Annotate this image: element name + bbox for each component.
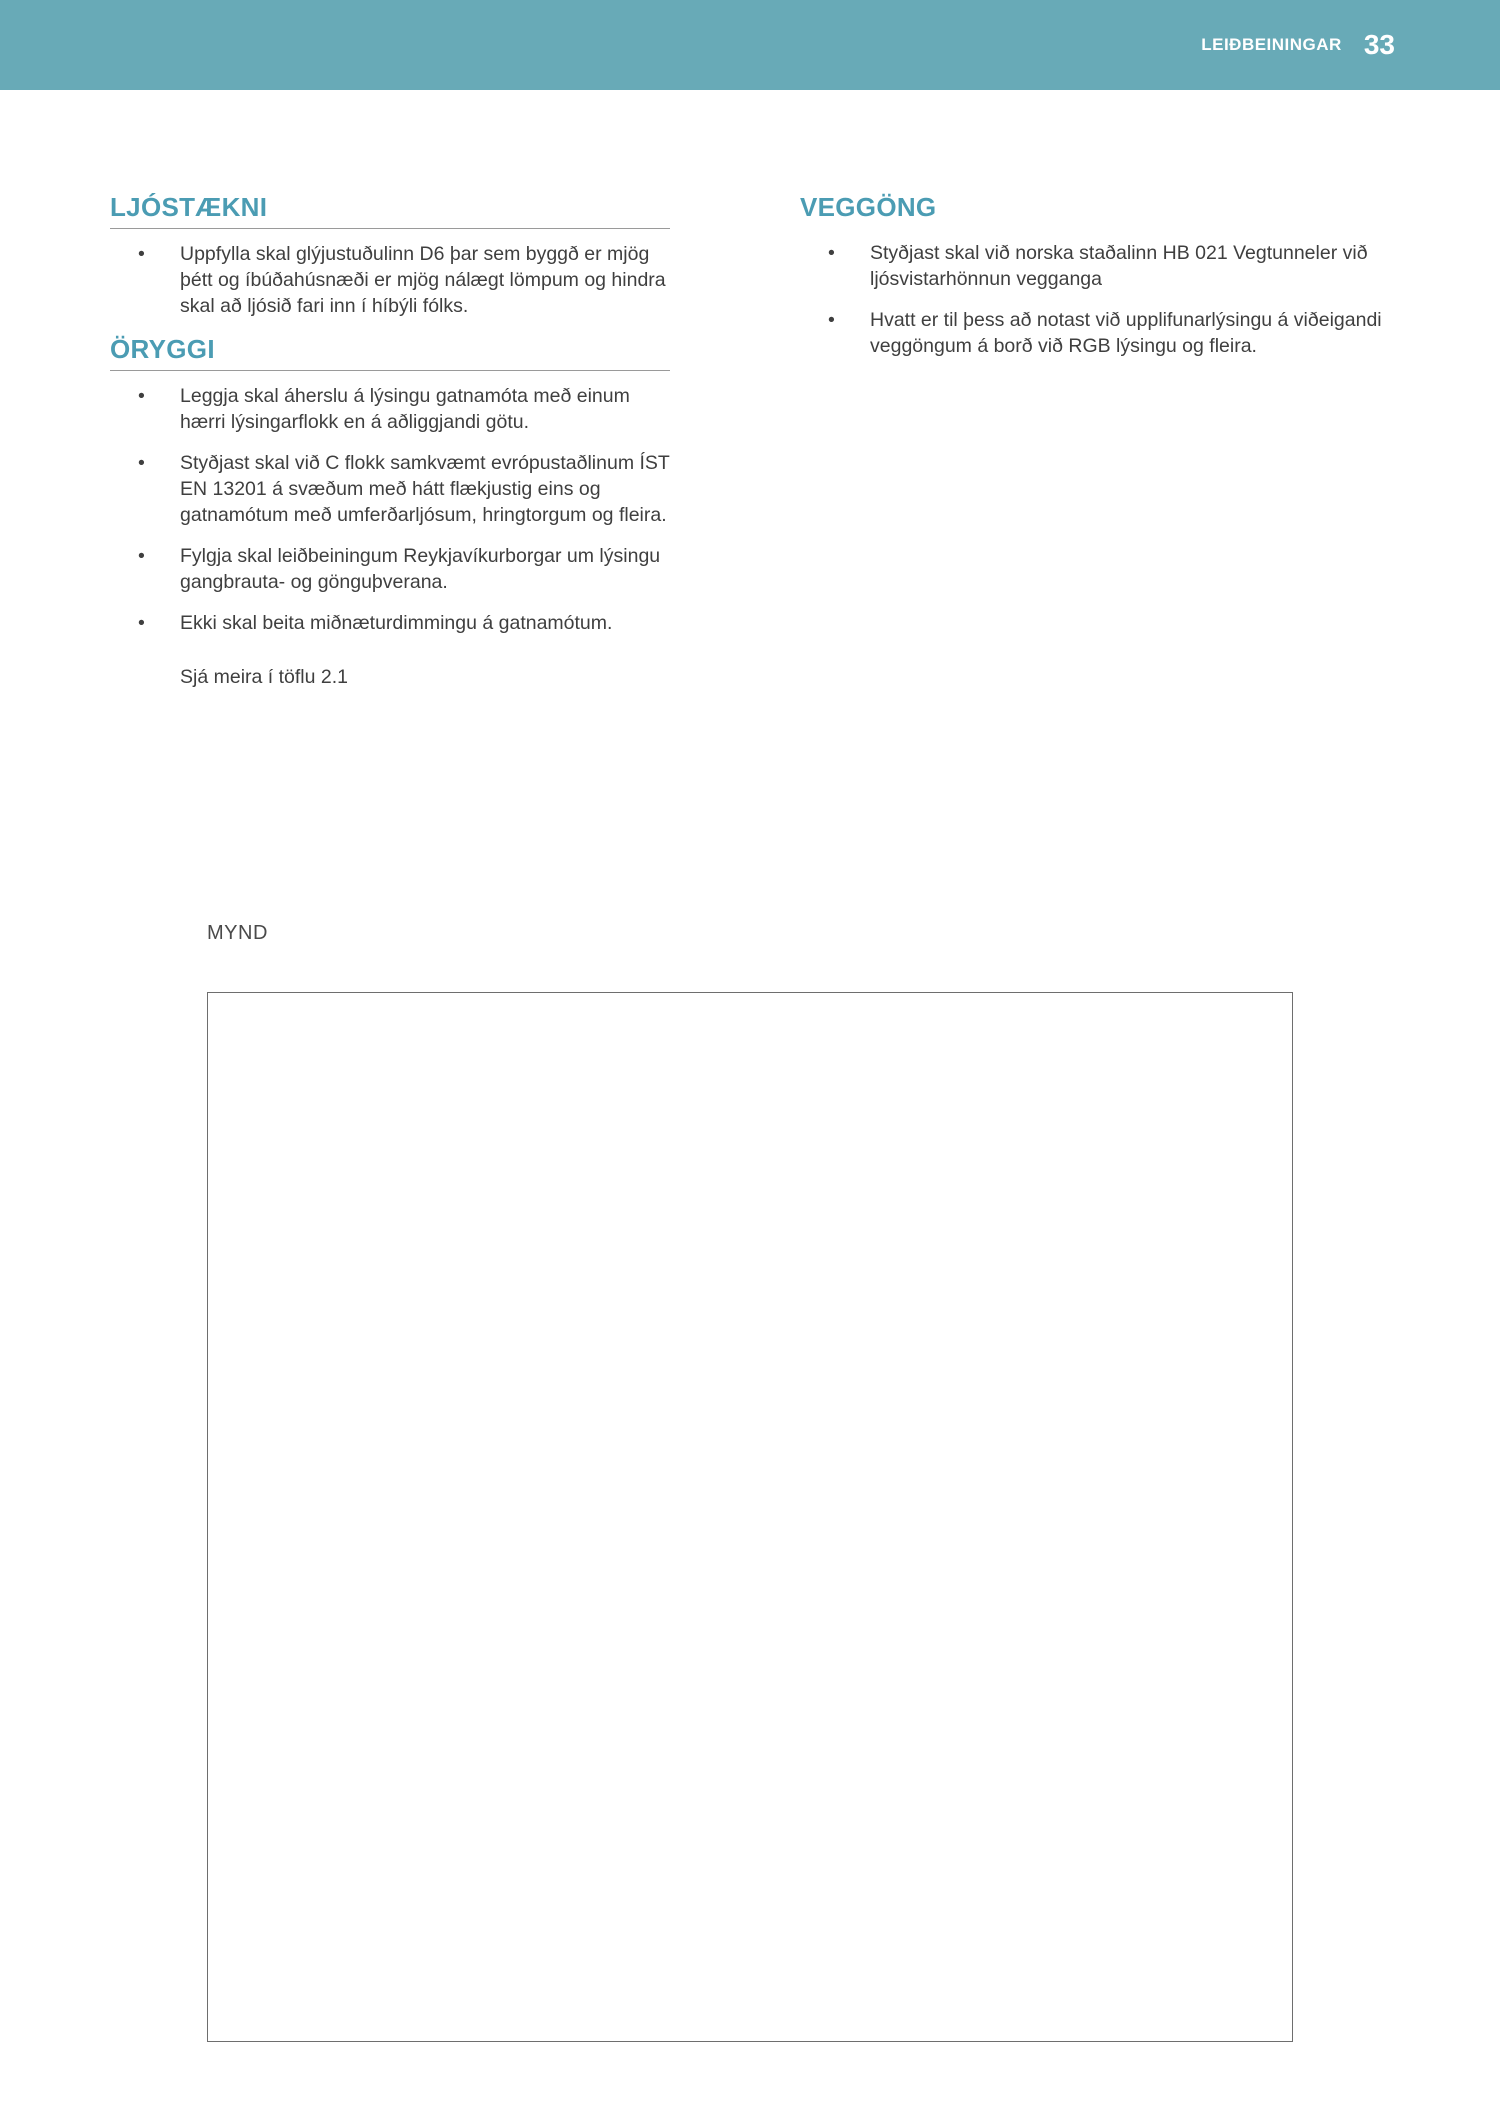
bullet-item	[800, 307, 1390, 359]
bullet-list	[110, 383, 670, 636]
figure-placeholder	[207, 992, 1293, 2042]
section-title-veggong: VEGGÖNG	[800, 192, 937, 222]
bullet-item	[800, 240, 1390, 292]
bullet-item	[110, 610, 670, 636]
section-oryggi	[110, 334, 670, 690]
section-title-ljostaekni: LJÓSTÆKNI	[110, 192, 670, 229]
figure-label: MYND	[207, 922, 268, 944]
bullet-text: Uppfylla skal glýjustuðulinn D6 þar sem byggð er mjög þétt og íbúðahúsnæði er mjög nálægt lömpum og hindra skal að ljósið fari inn í híbýli fólks.	[180, 243, 666, 317]
bullet-text: Styðjast skal við C flokk samkvæmt evrópustaðlinum ÍST EN 13201 á svæðum með hátt flækjustig eins og gatnamótum með umferðarljósum, hringtorgum og fleira.	[180, 452, 670, 526]
bullet-icon	[138, 450, 180, 528]
bullet-item	[110, 543, 670, 595]
section-title-oryggi: ÖRYGGI	[110, 334, 670, 371]
page-header	[0, 0, 1500, 90]
bullet-list	[110, 241, 670, 319]
bullet-text: Styðjast skal við norska staðalinn HB 021 Vegtunneler við ljósvistarhönnun vegganga	[870, 242, 1368, 290]
page-number: 33	[1363, 29, 1395, 60]
bullet-item	[110, 383, 670, 435]
bullet-icon	[138, 241, 180, 319]
bullet-text: Hvatt er til þess að notast við upplifunarlýsingu á viðeigandi veggöngum á borð við RGB lýsingu og fleira.	[870, 309, 1382, 357]
table-reference-note: Sjá meira í töflu 2.1	[180, 666, 348, 688]
right-column	[800, 192, 1390, 374]
bullet-icon	[138, 610, 180, 636]
section-ljostaekni	[110, 192, 670, 319]
bullet-icon	[138, 543, 180, 595]
bullet-item	[110, 450, 670, 528]
section-veggong	[800, 192, 1390, 359]
header-label: LEIÐBEININGAR	[1201, 35, 1342, 54]
bullet-icon	[828, 307, 870, 359]
bullet-text: Ekki skal beita miðnæturdimmingu á gatnamótum.	[180, 612, 613, 634]
bullet-icon	[138, 383, 180, 435]
bullet-list	[800, 240, 1390, 359]
bullet-icon	[828, 240, 870, 292]
bullet-item	[110, 241, 670, 319]
left-column	[110, 192, 670, 704]
bullet-text: Fylgja skal leiðbeiningum Reykjavíkurborgar um lýsingu gangbrauta- og gönguþverana.	[180, 545, 661, 593]
bullet-text: Leggja skal áherslu á lýsingu gatnamóta með einum hærri lýsingarflokk en á aðliggjandi götu.	[180, 385, 630, 433]
